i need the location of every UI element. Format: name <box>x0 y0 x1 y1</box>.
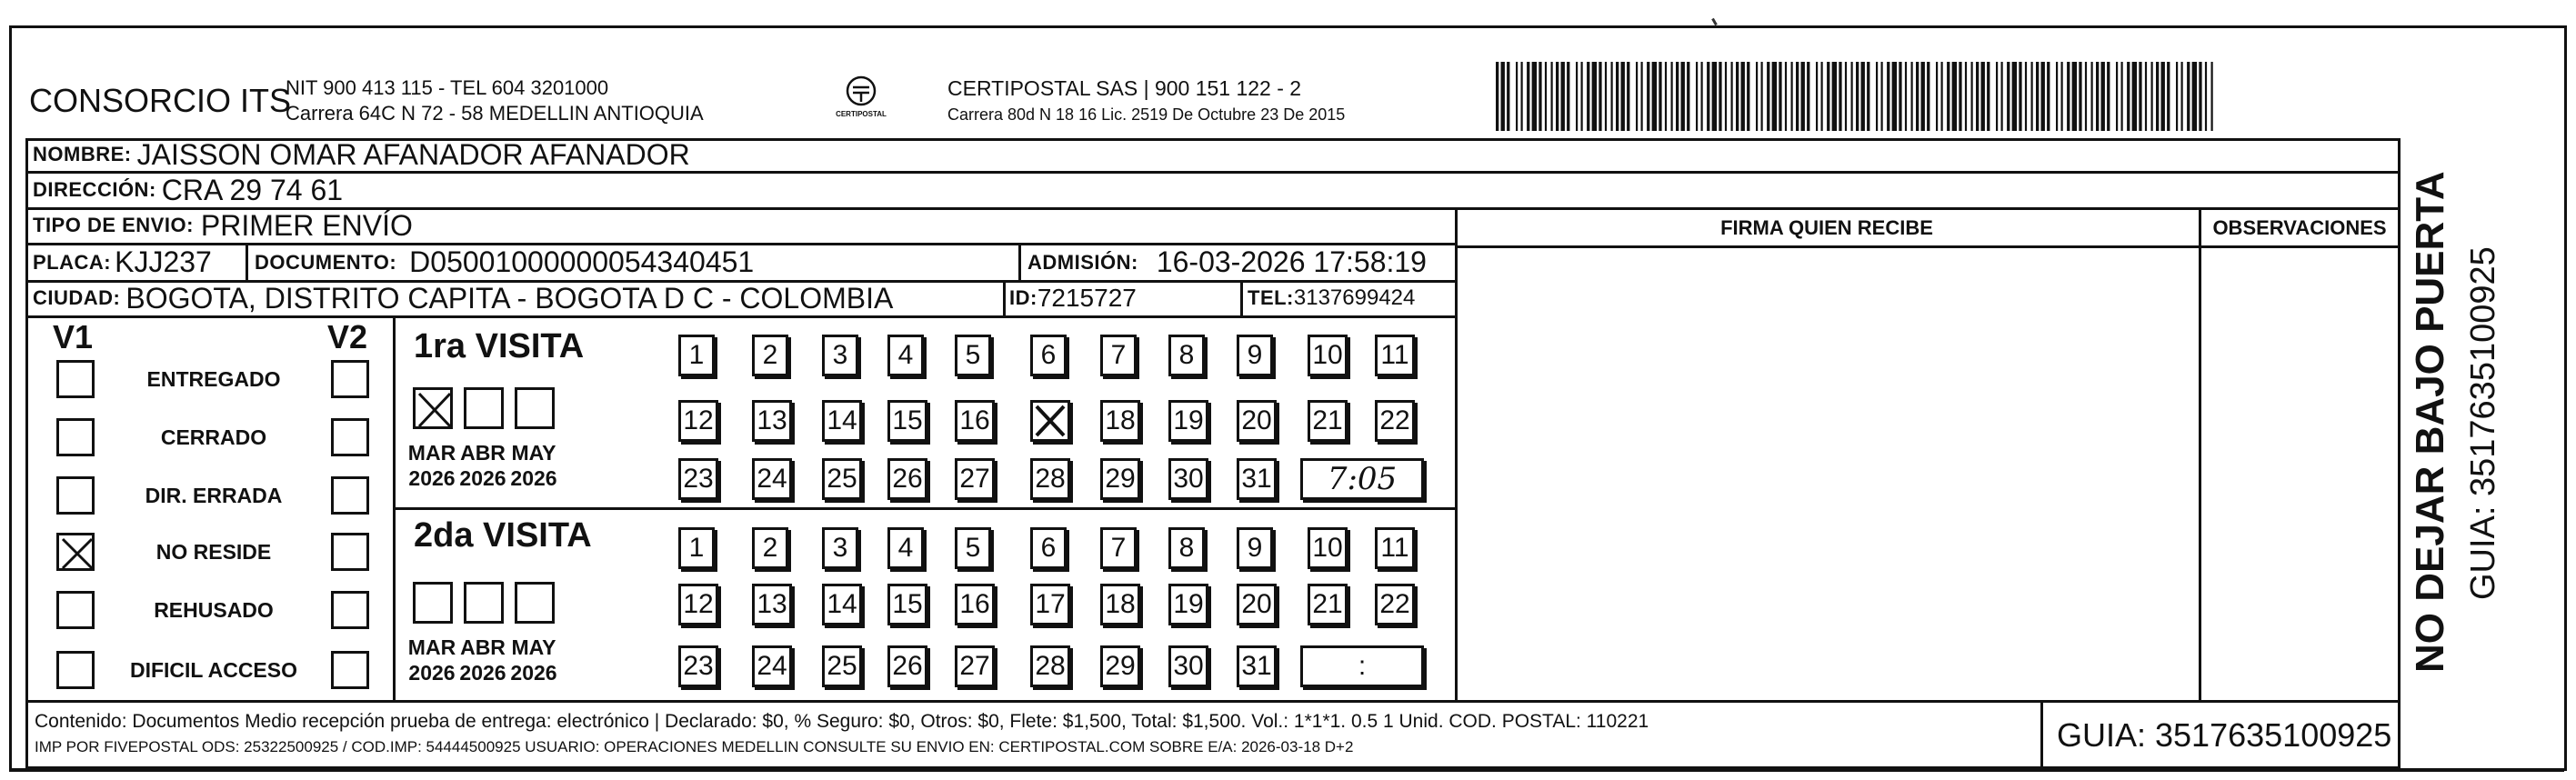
day-box[interactable]: 30 <box>1168 645 1208 687</box>
ciudad-field <box>33 281 893 315</box>
day-box[interactable]: 18 <box>1100 400 1140 442</box>
logo-text: CERTIPOSTAL <box>836 110 887 118</box>
footer-contenido: Contenido: Documentos Medio recepción prueba de entrega: electrónico | Declarado: $0, % Seguro: $0, Otros: $0, Flete: $1,500, Total: $1,500. Vol.: 1*1*1. 0.5 1 Unid. COD. POSTAL: 110221 <box>35 711 1649 732</box>
day-box[interactable]: 25 <box>822 645 862 687</box>
day-box[interactable]: 20 <box>1237 584 1277 625</box>
month-checkbox[interactable] <box>413 387 453 429</box>
line-under-ciudad <box>25 315 1455 318</box>
placa-field <box>33 245 212 280</box>
day-box[interactable]: 9 <box>1237 335 1273 376</box>
status-label: DIFICIL ACCESO <box>129 658 297 682</box>
company-name: CONSORCIO ITS <box>29 82 292 119</box>
time-box[interactable]: 7:05 <box>1300 458 1424 500</box>
month-label: ABR 2026 <box>459 635 506 685</box>
day-box[interactable]: 29 <box>1100 458 1140 500</box>
barcode <box>1496 62 2223 131</box>
guia-vertical-text: GUIA: 3517635100925 <box>2464 246 2502 600</box>
id-label: ID: <box>1009 286 1037 309</box>
line-left <box>25 138 28 767</box>
frame-left <box>9 25 12 771</box>
v1-checkbox[interactable] <box>56 533 95 571</box>
line-admision-sep <box>1018 243 1021 280</box>
day-box[interactable]: 2 <box>752 335 788 376</box>
day-box[interactable]: 11 <box>1375 527 1415 569</box>
day-box[interactable]: 7 <box>1100 335 1137 376</box>
first-visit-title: 1ra VISITA <box>414 327 585 365</box>
day-box[interactable]: 29 <box>1100 645 1140 687</box>
v1-checkbox[interactable] <box>56 360 95 398</box>
v1-checkbox[interactable] <box>56 418 95 456</box>
nombre-label: NOMBRE: <box>33 143 132 165</box>
day-box[interactable]: 14 <box>822 400 862 442</box>
day-box[interactable]: 16 <box>955 584 995 625</box>
frame-top <box>9 25 2564 28</box>
day-box[interactable]: 24 <box>752 458 792 500</box>
status-label: REHUSADO <box>154 598 274 622</box>
tel-field <box>1248 281 1415 315</box>
nombre-field <box>33 138 690 171</box>
day-box[interactable]: 15 <box>887 584 927 625</box>
logo-icon <box>843 75 879 107</box>
line-form-bottom <box>25 766 2401 769</box>
month-label: MAR 2026 <box>407 635 456 685</box>
v2-label: V2 <box>327 318 368 355</box>
tel-label: TEL: <box>1248 286 1294 309</box>
day-box[interactable]: 8 <box>1168 335 1205 376</box>
v1-label: V1 <box>53 318 94 355</box>
day-box[interactable]: 3 <box>822 527 858 569</box>
day-check-mark <box>1034 403 1067 439</box>
day-box[interactable]: 19 <box>1168 400 1208 442</box>
v2-checkbox[interactable] <box>331 533 369 571</box>
line-above-footer <box>25 700 2401 703</box>
documento-field <box>255 245 754 280</box>
nombre-value: JAISSON OMAR AFANADOR AFANADOR <box>136 137 690 171</box>
day-box[interactable]: 28 <box>1030 645 1070 687</box>
day-box[interactable]: 19 <box>1168 584 1208 625</box>
day-box[interactable]: 31 <box>1237 458 1277 500</box>
status-label: NO RESIDE <box>155 540 272 564</box>
courier-name: CERTIPOSTAL SAS | 900 151 122 - 2 <box>947 76 1302 100</box>
v1-checkbox[interactable] <box>56 651 95 689</box>
id-value: 7215727 <box>1037 284 1137 312</box>
day-box[interactable]: 16 <box>955 400 995 442</box>
frame-right <box>2564 25 2567 771</box>
day-box[interactable]: 4 <box>887 527 924 569</box>
documento-label: DOCUMENTO: <box>255 250 397 274</box>
day-box[interactable]: 22 <box>1375 400 1415 442</box>
day-box[interactable]: 21 <box>1308 400 1348 442</box>
line-obs-left <box>2199 207 2201 701</box>
month-label: ABR 2026 <box>459 441 506 490</box>
day-box[interactable]: 5 <box>955 527 991 569</box>
day-box[interactable]: 26 <box>887 458 927 500</box>
line-id-sep <box>1003 280 1006 315</box>
day-box[interactable]: 21 <box>1308 584 1348 625</box>
line-visits-middle <box>393 507 1455 510</box>
line-under-firma-label <box>1455 245 2401 248</box>
day-box[interactable]: 8 <box>1168 527 1205 569</box>
month-checkbox[interactable] <box>515 582 555 624</box>
footer-guia: GUIA: 3517635100925 <box>2057 716 2392 754</box>
day-box[interactable]: 28 <box>1030 458 1070 500</box>
day-box[interactable]: 24 <box>752 645 792 687</box>
direccion-label: DIRECCIÓN: <box>33 178 156 201</box>
tipo-envio-field <box>33 208 413 243</box>
tel-value: 3137699424 <box>1293 285 1416 310</box>
month-label: MAY 2026 <box>510 441 557 490</box>
admision-label: ADMISIÓN: <box>1027 250 1138 274</box>
documento-value: D05001000000054340451 <box>409 245 755 278</box>
line-status-right <box>393 315 396 701</box>
day-box[interactable]: 13 <box>752 584 792 625</box>
day-box[interactable]: 30 <box>1168 458 1208 500</box>
ciudad-value: BOGOTA, DISTRITO CAPITA - BOGOTA D C - COLOMBIA <box>125 281 894 315</box>
status-label: DIR. ERRADA <box>145 484 283 507</box>
admision-field <box>1027 245 1427 280</box>
v2-checkbox[interactable] <box>331 360 369 398</box>
day-box[interactable]: 22 <box>1375 584 1415 625</box>
month-checkbox[interactable] <box>464 582 504 624</box>
ciudad-label: CIUDAD: <box>33 286 121 309</box>
day-box[interactable]: 6 <box>1030 335 1067 376</box>
second-visit-title: 2da VISITA <box>414 516 592 555</box>
tipo-envio-label: TIPO DE ENVIO: <box>33 214 194 236</box>
day-box[interactable]: 20 <box>1237 400 1277 442</box>
line-firma-left <box>1455 207 1458 701</box>
month-label: MAY 2026 <box>510 635 557 685</box>
day-box[interactable]: 4 <box>887 335 924 376</box>
day-box[interactable]: 12 <box>678 400 718 442</box>
day-box[interactable]: 1 <box>678 527 715 569</box>
day-box[interactable]: 27 <box>955 458 995 500</box>
day-box[interactable]: 18 <box>1100 584 1140 625</box>
v2-checkbox[interactable] <box>331 651 369 689</box>
status-label: ENTREGADO <box>146 367 281 391</box>
day-box[interactable]: 10 <box>1308 527 1348 569</box>
day-box[interactable]: 23 <box>678 458 718 500</box>
day-box[interactable]: 13 <box>752 400 792 442</box>
day-box[interactable]: 6 <box>1030 527 1067 569</box>
day-box[interactable]: 5 <box>955 335 991 376</box>
warning-text: NO DEJAR BAJO PUERTA <box>2408 171 2452 673</box>
line-placa-sep <box>246 243 248 280</box>
day-box[interactable]: 27 <box>955 645 995 687</box>
direccion-field <box>33 173 343 207</box>
month-label: MAR 2026 <box>407 441 456 490</box>
line-tel-sep <box>1240 280 1243 315</box>
id-field <box>1009 281 1137 315</box>
company-nit: NIT 900 413 115 - TEL 604 3201000 <box>286 76 609 99</box>
day-box[interactable]: 1 <box>678 335 715 376</box>
day-box[interactable]: 15 <box>887 400 927 442</box>
day-box[interactable]: 14 <box>822 584 862 625</box>
day-box[interactable]: 9 <box>1237 527 1273 569</box>
v2-checkbox[interactable] <box>331 591 369 629</box>
v2-checkbox[interactable] <box>331 418 369 456</box>
admision-value: 16-03-2026 17:58:19 <box>1156 245 1427 278</box>
line-footer-guia-sep <box>2040 700 2043 767</box>
tipo-envio-value: PRIMER ENVÍO <box>200 208 413 242</box>
firma-label: FIRMA QUIEN RECIBE <box>1720 216 1933 239</box>
day-box[interactable]: 23 <box>678 645 718 687</box>
day-box[interactable]: 2 <box>752 527 788 569</box>
month-checkbox[interactable] <box>515 387 555 429</box>
stray-mark <box>1711 18 1718 25</box>
day-box[interactable]: 25 <box>822 458 862 500</box>
day-box[interactable]: 3 <box>822 335 858 376</box>
day-box[interactable]: 7 <box>1100 527 1137 569</box>
certipostal-logo <box>829 75 893 129</box>
day-box[interactable]: 31 <box>1237 645 1277 687</box>
direccion-value: CRA 29 74 61 <box>161 173 344 206</box>
day-box[interactable]: 12 <box>678 584 718 625</box>
day-box[interactable] <box>1030 400 1070 442</box>
footer-imp-line: IMP POR FIVEPOSTAL ODS: 25322500925 / COD.IMP: 54444500925 USUARIO: OPERACIONES MEDELLIN CONSULTE SU ENVIO EN: CERTIPOSTAL.COM SOBRE E/A: 2026-03-18 D+2 <box>35 738 1354 755</box>
placa-label: PLACA: <box>33 250 112 274</box>
status-label: CERRADO <box>160 425 267 449</box>
month-checkbox[interactable] <box>464 387 504 429</box>
v1-checkbox[interactable] <box>56 476 95 515</box>
observaciones-label: OBSERVACIONES <box>2212 216 2387 239</box>
courier-address: Carrera 80d N 18 16 Lic. 2519 De Octubre 23 De 2015 <box>947 105 1346 124</box>
month-checkbox[interactable] <box>413 582 453 624</box>
day-box[interactable]: 17 <box>1030 584 1070 625</box>
day-box[interactable]: 11 <box>1375 335 1415 376</box>
day-box[interactable]: 10 <box>1308 335 1348 376</box>
v1-checkbox[interactable] <box>56 591 95 629</box>
time-box[interactable]: : <box>1300 645 1424 687</box>
placa-value: KJJ237 <box>115 245 212 278</box>
v2-checkbox[interactable] <box>331 476 369 515</box>
company-address: Carrera 64C N 72 - 58 MEDELLIN ANTIOQUIA <box>286 102 704 125</box>
day-box[interactable]: 26 <box>887 645 927 687</box>
